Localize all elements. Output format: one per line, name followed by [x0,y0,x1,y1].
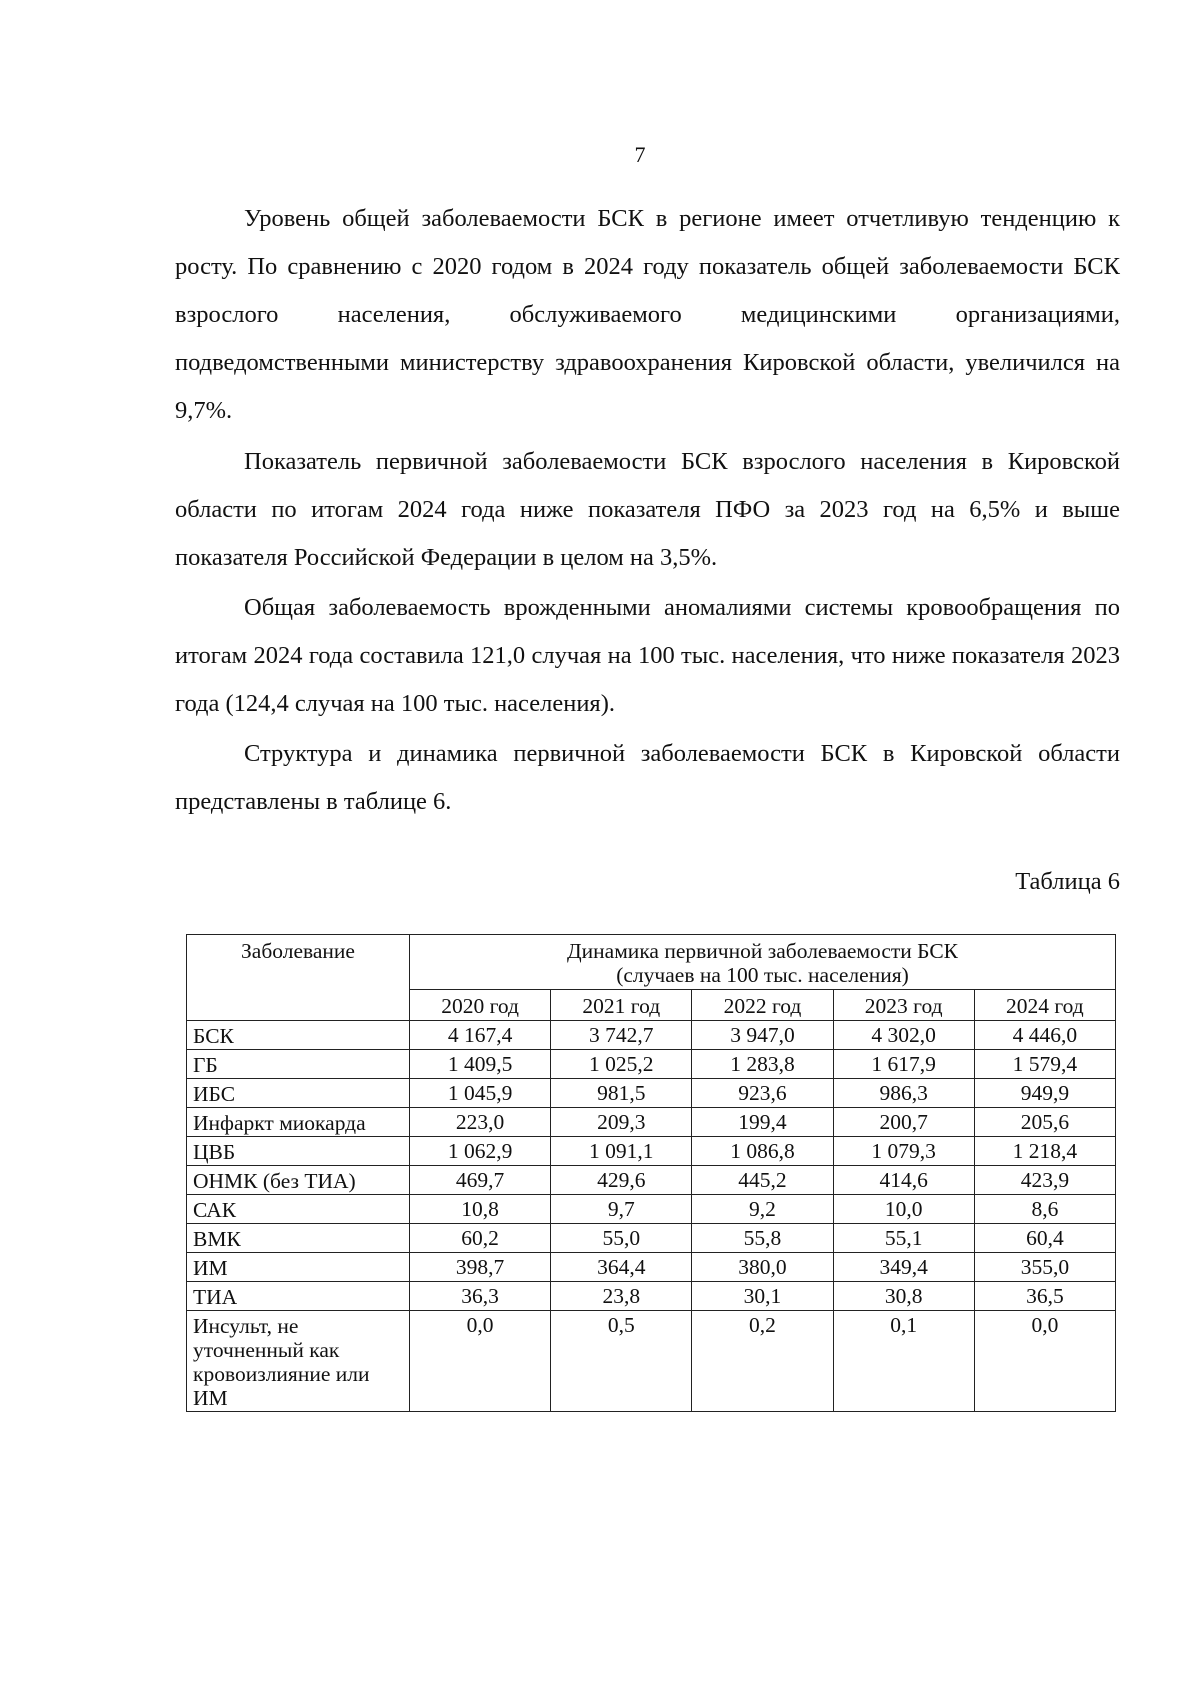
header-disease: Заболевание [187,935,410,1021]
row-value: 55,0 [551,1224,692,1253]
row-value: 1 409,5 [410,1050,551,1079]
row-value: 349,4 [833,1253,974,1282]
table-row [187,1282,1116,1311]
row-disease-name: ИБС [187,1079,410,1108]
row-value: 1 091,1 [551,1137,692,1166]
row-value: 0,0 [974,1311,1115,1412]
row-disease-name: ОНМК (без ТИА) [187,1166,410,1195]
table-header-row [187,935,1116,990]
row-value: 55,8 [692,1224,833,1253]
row-value: 223,0 [410,1108,551,1137]
row-value: 1 045,9 [410,1079,551,1108]
header-dynamics-unit: (случаев на 100 тыс. населения) [616,963,909,987]
row-value: 1 617,9 [833,1050,974,1079]
row-disease-name: ГБ [187,1050,410,1079]
row-value: 1 579,4 [974,1050,1115,1079]
table-row [187,1195,1116,1224]
row-value: 1 079,3 [833,1137,974,1166]
row-disease-name: ЦВБ [187,1137,410,1166]
table-row [187,1079,1116,1108]
row-value: 986,3 [833,1079,974,1108]
row-value: 1 218,4 [974,1137,1115,1166]
row-value: 445,2 [692,1166,833,1195]
row-value: 0,2 [692,1311,833,1412]
row-value: 0,0 [410,1311,551,1412]
row-disease-name: ТИА [187,1282,410,1311]
row-value: 364,4 [551,1253,692,1282]
header-year: 2022 год [692,990,833,1021]
paragraph-general-morbidity: Уровень общей заболеваемости БСК в регионе имеет отчетливую тенденцию к росту. По сравнению с 2020 годом в 2024 году показатель общей заболеваемости БСК взрослого населения, обслуживаемого медицинскими организациями, подведомственными министерству здравоохранения Кировской области, увеличился на 9,7%. [175,205,1120,424]
row-value: 23,8 [551,1282,692,1311]
row-value: 1 025,2 [551,1050,692,1079]
row-value: 4 302,0 [833,1021,974,1050]
row-value: 923,6 [692,1079,833,1108]
row-value: 200,7 [833,1108,974,1137]
header-year: 2023 год [833,990,974,1021]
row-value: 30,1 [692,1282,833,1311]
row-value: 10,8 [410,1195,551,1224]
header-dynamics-title: Динамика первичной заболеваемости БСК [566,939,959,963]
page-number: 7 [634,142,646,167]
header-dynamics [410,935,1116,990]
row-value: 209,3 [551,1108,692,1137]
row-value: 205,6 [974,1108,1115,1137]
header-year: 2024 год [974,990,1115,1021]
row-disease-name: ВМК [187,1224,410,1253]
row-value: 414,6 [833,1166,974,1195]
row-value: 30,8 [833,1282,974,1311]
table-row [187,1166,1116,1195]
row-value: 4 167,4 [410,1021,551,1050]
row-value: 199,4 [692,1108,833,1137]
row-value: 9,7 [551,1195,692,1224]
table-label: Таблица 6 [1015,868,1120,895]
row-value: 8,6 [974,1195,1115,1224]
row-value: 981,5 [551,1079,692,1108]
header-year: 2020 год [410,990,551,1021]
body-text [175,195,1120,826]
row-value: 398,7 [410,1253,551,1282]
row-value: 1 283,8 [692,1050,833,1079]
morbidity-table [186,934,1116,1412]
row-value: 3 947,0 [692,1021,833,1050]
row-value: 355,0 [974,1253,1115,1282]
table-row [187,1050,1116,1079]
row-value: 949,9 [974,1079,1115,1108]
row-disease-name: ИМ [187,1253,410,1282]
table-row [187,1311,1116,1412]
table-row [187,1253,1116,1282]
table-row [187,1224,1116,1253]
paragraph-congenital-anomalies: Общая заболеваемость врожденными аномалиями системы кровообращения по итогам 2024 года составила 121,0 случая на 100 тыс. населения, что ниже показателя 2023 года (124,4 случая на 100 тыс. населения). [175,594,1120,717]
row-disease-name: Инсульт, не уточненный как кровоизлияние или ИМ [187,1311,410,1412]
row-value: 0,5 [551,1311,692,1412]
row-value: 55,1 [833,1224,974,1253]
row-disease-name: Инфаркт миокарда [187,1108,410,1137]
row-value: 36,3 [410,1282,551,1311]
row-value: 10,0 [833,1195,974,1224]
row-disease-name: САК [187,1195,410,1224]
row-value: 36,5 [974,1282,1115,1311]
row-value: 380,0 [692,1253,833,1282]
row-value: 60,4 [974,1224,1115,1253]
table-body [187,1021,1116,1412]
table-row [187,1021,1116,1050]
row-value: 3 742,7 [551,1021,692,1050]
row-value: 1 062,9 [410,1137,551,1166]
row-value: 469,7 [410,1166,551,1195]
table-row [187,1108,1116,1137]
table-row [187,1137,1116,1166]
header-year: 2021 год [551,990,692,1021]
row-value: 60,2 [410,1224,551,1253]
row-value: 9,2 [692,1195,833,1224]
row-disease-name: БСК [187,1021,410,1050]
row-value: 1 086,8 [692,1137,833,1166]
row-value: 429,6 [551,1166,692,1195]
row-value: 423,9 [974,1166,1115,1195]
paragraph-primary-morbidity: Показатель первичной заболеваемости БСК взрослого населения в Кировской области по итогам 2024 года ниже показателя ПФО за 2023 год на 6,5% и выше показателя Российской Федерации в целом на 3,5%. [175,448,1120,571]
paragraph-table-reference: Структура и динамика первичной заболеваемости БСК в Кировской области представлены в таблице 6. [175,740,1120,815]
row-value: 0,1 [833,1311,974,1412]
row-value: 4 446,0 [974,1021,1115,1050]
